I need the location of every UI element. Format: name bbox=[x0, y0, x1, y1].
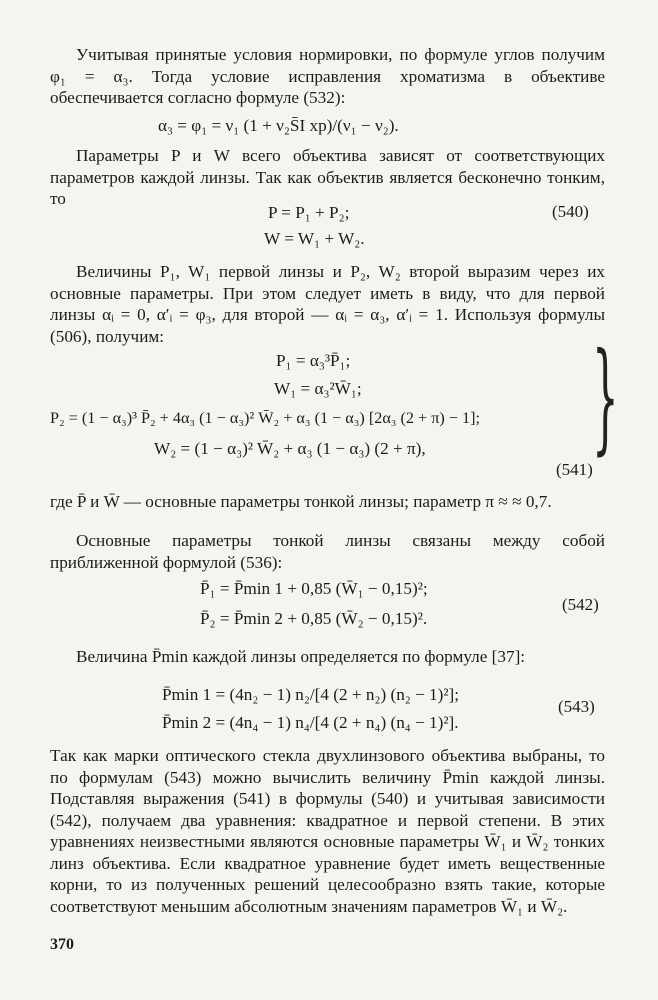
paragraph-7: Так как марки оптического стекла двухлинзового объектива выбраны, то по формулам (543) можно вычислить величину P̄min каждой линзы. Подставляя выражения (541) в формулы (540) и учитывая зависимости (542), получаем два уравнения: квадратное и первой степени. В этих уравнениях неизвестными являются основные параметры W̄₁ и W̄₂ тонких линз объектива. Если квадратное уравнение будет иметь вещественные корни, то из полученных решений целесообразно взять такие, которые соответствуют меньшим абсолютным значениям параметров W̄₁ и W̄₂. bbox=[50, 746, 605, 916]
paragraph-1: Учитывая принятые условия нормировки, по формуле углов получим φ₁ = α₃. Тогда условие исправления хроматизма в объективе обеспечивается согласно формуле (532): bbox=[50, 45, 605, 107]
paragraph-4: где P̄ и W̄ — основные параметры тонкой линзы; параметр π ≈ ≈ 0,7. bbox=[50, 492, 552, 511]
paragraph-6: Величина P̄min каждой линзы определяется по формуле [37]: bbox=[76, 647, 526, 666]
equation-number-543: (543) bbox=[558, 697, 595, 716]
right-brace: } bbox=[592, 328, 619, 467]
equation-543-line-1: P̄min 1 = (4n₂ − 1) n₂/[4 (2 + n₂) (n₂ − 1)²]; bbox=[162, 685, 460, 704]
equation-541-line-3: P₂ = (1 − α₃)³ P̄₂ + 4α₃ (1 − α₃)² W̄₂ + α₃ (1 − α₃) [2α₃ (2 + π) − 1]; bbox=[50, 409, 480, 427]
equation-number-540: (540) bbox=[552, 202, 589, 221]
equation-542-line-1: P̄₁ = P̄min 1 + 0,85 (W̄₁ − 0,15)²; bbox=[200, 579, 428, 598]
page-number: 370 bbox=[50, 936, 74, 953]
paragraph-5: Основные параметры тонкой линзы связаны между собой приближенной формулой (536): bbox=[50, 531, 605, 572]
equation-541-line-2: W₁ = α₃²W̄₁; bbox=[274, 379, 362, 398]
equation-540-line-1: P = P₁ + P₂; bbox=[268, 203, 350, 222]
equation-532: α₃ = φ₁ = ν₁ (1 + ν₂S̄I xp)/(ν₁ − ν₂). bbox=[158, 116, 399, 135]
equation-542-line-2: P̄₂ = P̄min 2 + 0,85 (W̄₂ − 0,15)². bbox=[200, 609, 428, 628]
equation-541-line-1: P₁ = α₃³P̄₁; bbox=[276, 351, 351, 370]
equation-543-line-2: P̄min 2 = (4n₄ − 1) n₄/[4 (2 + n₄) (n₄ − 1)²]. bbox=[162, 713, 459, 732]
equation-541-line-4: W₂ = (1 − α₃)² W̄₂ + α₃ (1 − α₃) (2 + π), bbox=[154, 439, 426, 458]
equation-number-542: (542) bbox=[562, 595, 599, 614]
paragraph-2: Параметры P и W всего объектива зависят от соответствующих параметров каждой линзы. Так как объектив является бесконечно тонким, то bbox=[50, 146, 605, 208]
equation-540-line-2: W = W₁ + W₂. bbox=[264, 229, 365, 248]
paragraph-3: Величины P₁, W₁ первой линзы и P₂, W₂ второй выразим через их основные параметры. При этом следует иметь в виду, что для первой линзы αᵢ = 0, α′ᵢ = φ₃, для второй — αᵢ = α₃, α′ᵢ = 1. Используя формулы (506), получим: bbox=[50, 262, 605, 346]
equation-number-541: (541) bbox=[556, 460, 593, 479]
